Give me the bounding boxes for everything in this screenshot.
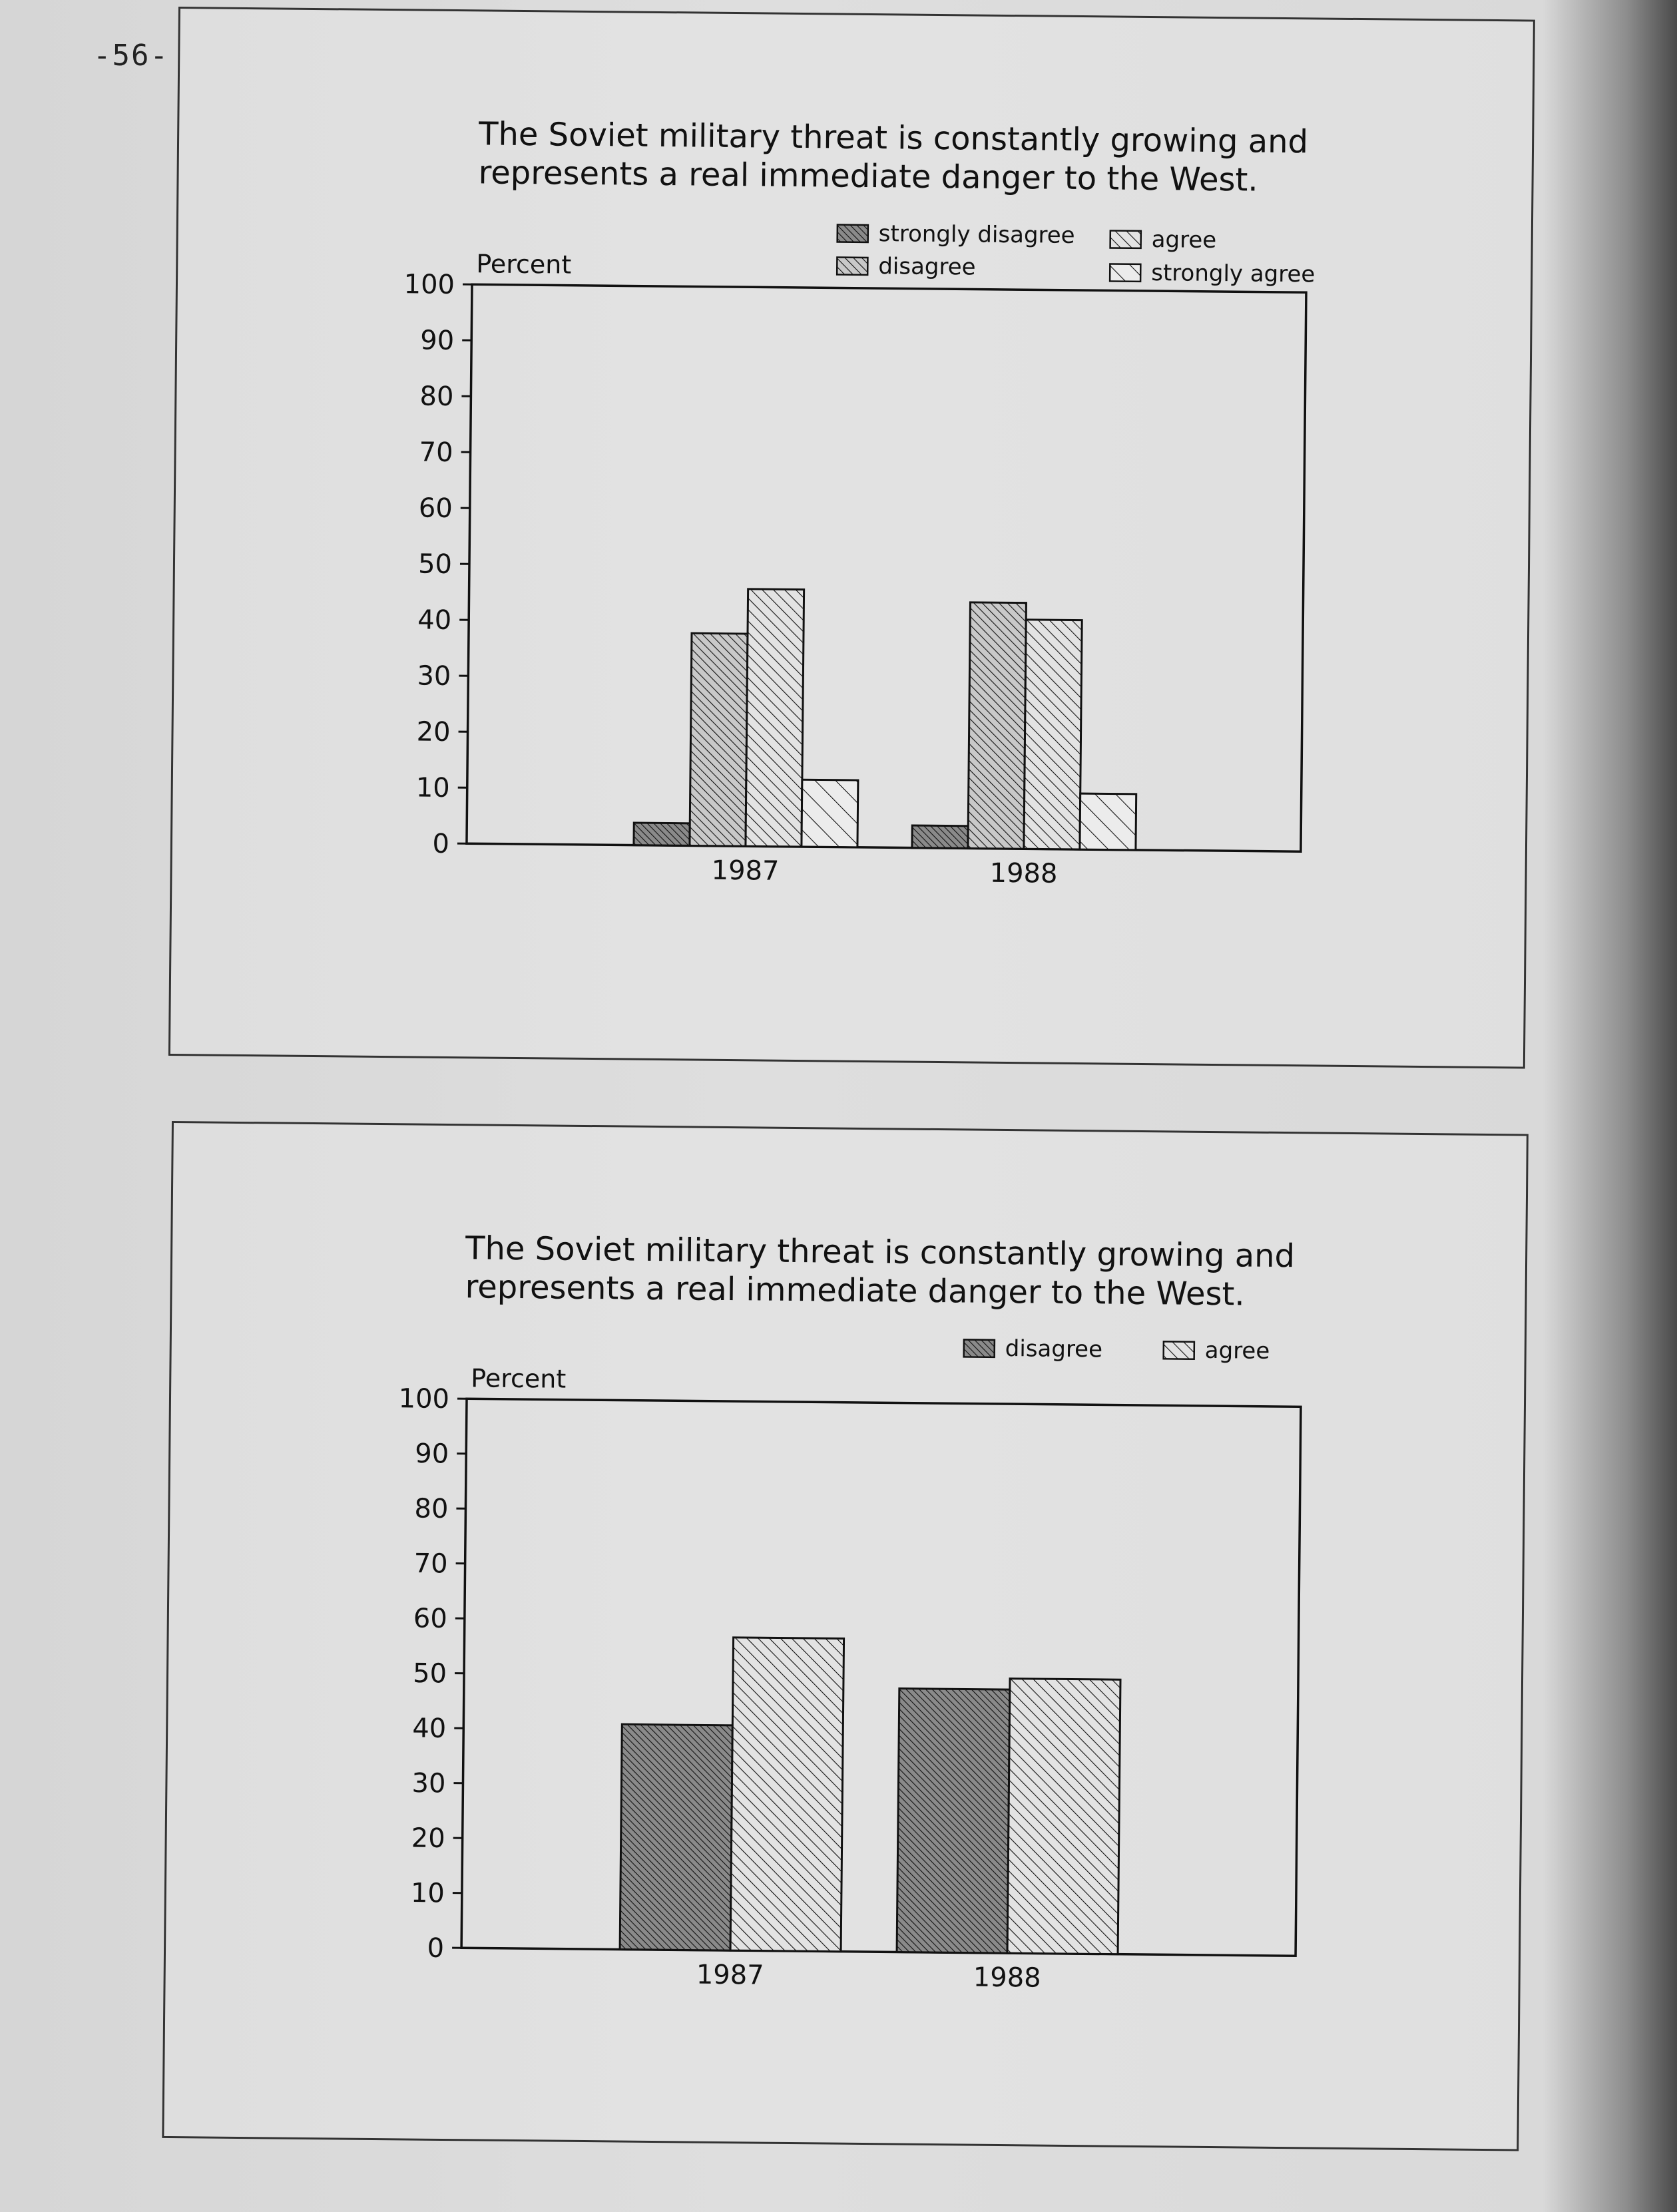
chart-2-bar-1988-agree xyxy=(1007,1679,1120,1954)
chart-1-ytick-label: 80 xyxy=(419,381,454,412)
chart-1-legend-swatch xyxy=(838,225,868,242)
chart-1-svg xyxy=(170,9,1533,1066)
chart-1-category-label: 1988 xyxy=(989,857,1058,889)
chart-2-ytick-label: 10 xyxy=(410,1878,445,1909)
chart-2-legend-label: agree xyxy=(1204,1337,1270,1365)
chart-1-bar-1987-disagree xyxy=(690,633,748,846)
chart-2-ylabel: Percent xyxy=(471,1363,567,1394)
chart-panel-2 xyxy=(162,1121,1529,2151)
chart-2-legend-label: disagree xyxy=(1005,1335,1103,1363)
chart-2-category-label: 1988 xyxy=(973,1962,1041,1994)
chart-2-ytick-label: 0 xyxy=(427,1932,445,1964)
chart-1-title-line: The Soviet military threat is constantly growing and xyxy=(478,115,1309,161)
chart-1-category-label: 1987 xyxy=(711,855,780,887)
chart-1-ytick-label: 20 xyxy=(416,716,451,748)
chart-2-ytick-label: 100 xyxy=(398,1383,450,1415)
chart-2-legend-swatch xyxy=(1164,1341,1194,1359)
chart-1-legend-label: strongly disagree xyxy=(878,220,1075,249)
chart-1-bar-1988-strongly-agree xyxy=(1080,793,1136,850)
chart-panel-1 xyxy=(168,7,1535,1068)
chart-1-ytick-label: 60 xyxy=(418,493,453,524)
chart-1-bar-1988-agree xyxy=(1024,620,1082,849)
chart-2-ytick-label: 90 xyxy=(415,1438,449,1470)
chart-1-ytick-label: 30 xyxy=(417,660,451,692)
chart-1-bar-1987-strongly-agree xyxy=(802,779,858,847)
chart-2-bar-1988-disagree xyxy=(897,1689,1010,1954)
chart-1-legend-swatch xyxy=(837,258,867,275)
page-number: -56- xyxy=(93,39,169,73)
chart-1-ytick-label: 100 xyxy=(403,269,455,301)
chart-1-bar-1988-disagree xyxy=(968,602,1027,849)
chart-1-ytick-label: 10 xyxy=(415,772,450,803)
chart-2-plot-frame xyxy=(461,1399,1301,1956)
chart-1-title-line: represents a real immediate danger to the West. xyxy=(478,154,1258,199)
chart-1-ytick-label: 90 xyxy=(420,325,455,356)
chart-2-category-label: 1987 xyxy=(696,1959,764,1991)
chart-1-bar-1987-strongly-disagree xyxy=(634,823,690,845)
chart-1-bar-1987-agree xyxy=(746,589,804,847)
chart-2-legend-swatch xyxy=(964,1339,995,1357)
chart-2-title-line: represents a real immediate danger to the West. xyxy=(465,1268,1245,1313)
chart-2-bar-1987-disagree xyxy=(620,1724,732,1950)
chart-2-ytick-label: 20 xyxy=(411,1823,445,1854)
chart-2-ytick-label: 30 xyxy=(411,1768,446,1799)
chart-1-legend-label: strongly agree xyxy=(1151,260,1316,288)
chart-1-ylabel: Percent xyxy=(476,249,572,280)
chart-2-ytick-label: 50 xyxy=(412,1658,447,1689)
chart-1-ytick-label: 0 xyxy=(432,828,450,859)
chart-2-title-line: The Soviet military threat is constantly growing and xyxy=(465,1229,1296,1275)
chart-2-svg xyxy=(164,1123,1527,2149)
chart-1-plot-frame xyxy=(467,284,1306,851)
chart-1-ytick-label: 70 xyxy=(419,437,453,468)
chart-1-legend-label: disagree xyxy=(878,253,976,281)
chart-1-legend-swatch xyxy=(1110,230,1141,248)
chart-2-ytick-label: 80 xyxy=(414,1493,449,1525)
chart-1-ytick-label: 50 xyxy=(417,549,453,580)
chart-2-bar-1987-agree xyxy=(730,1638,844,1952)
chart-2-ytick-label: 60 xyxy=(413,1603,448,1635)
chart-1-bar-1988-strongly-disagree xyxy=(912,825,968,848)
chart-1-legend-swatch xyxy=(1110,264,1140,281)
chart-1-legend-label: agree xyxy=(1151,226,1217,254)
chart-2-ytick-label: 40 xyxy=(412,1713,447,1744)
chart-1-ytick-label: 40 xyxy=(417,604,452,636)
chart-2-ytick-label: 70 xyxy=(413,1548,448,1580)
